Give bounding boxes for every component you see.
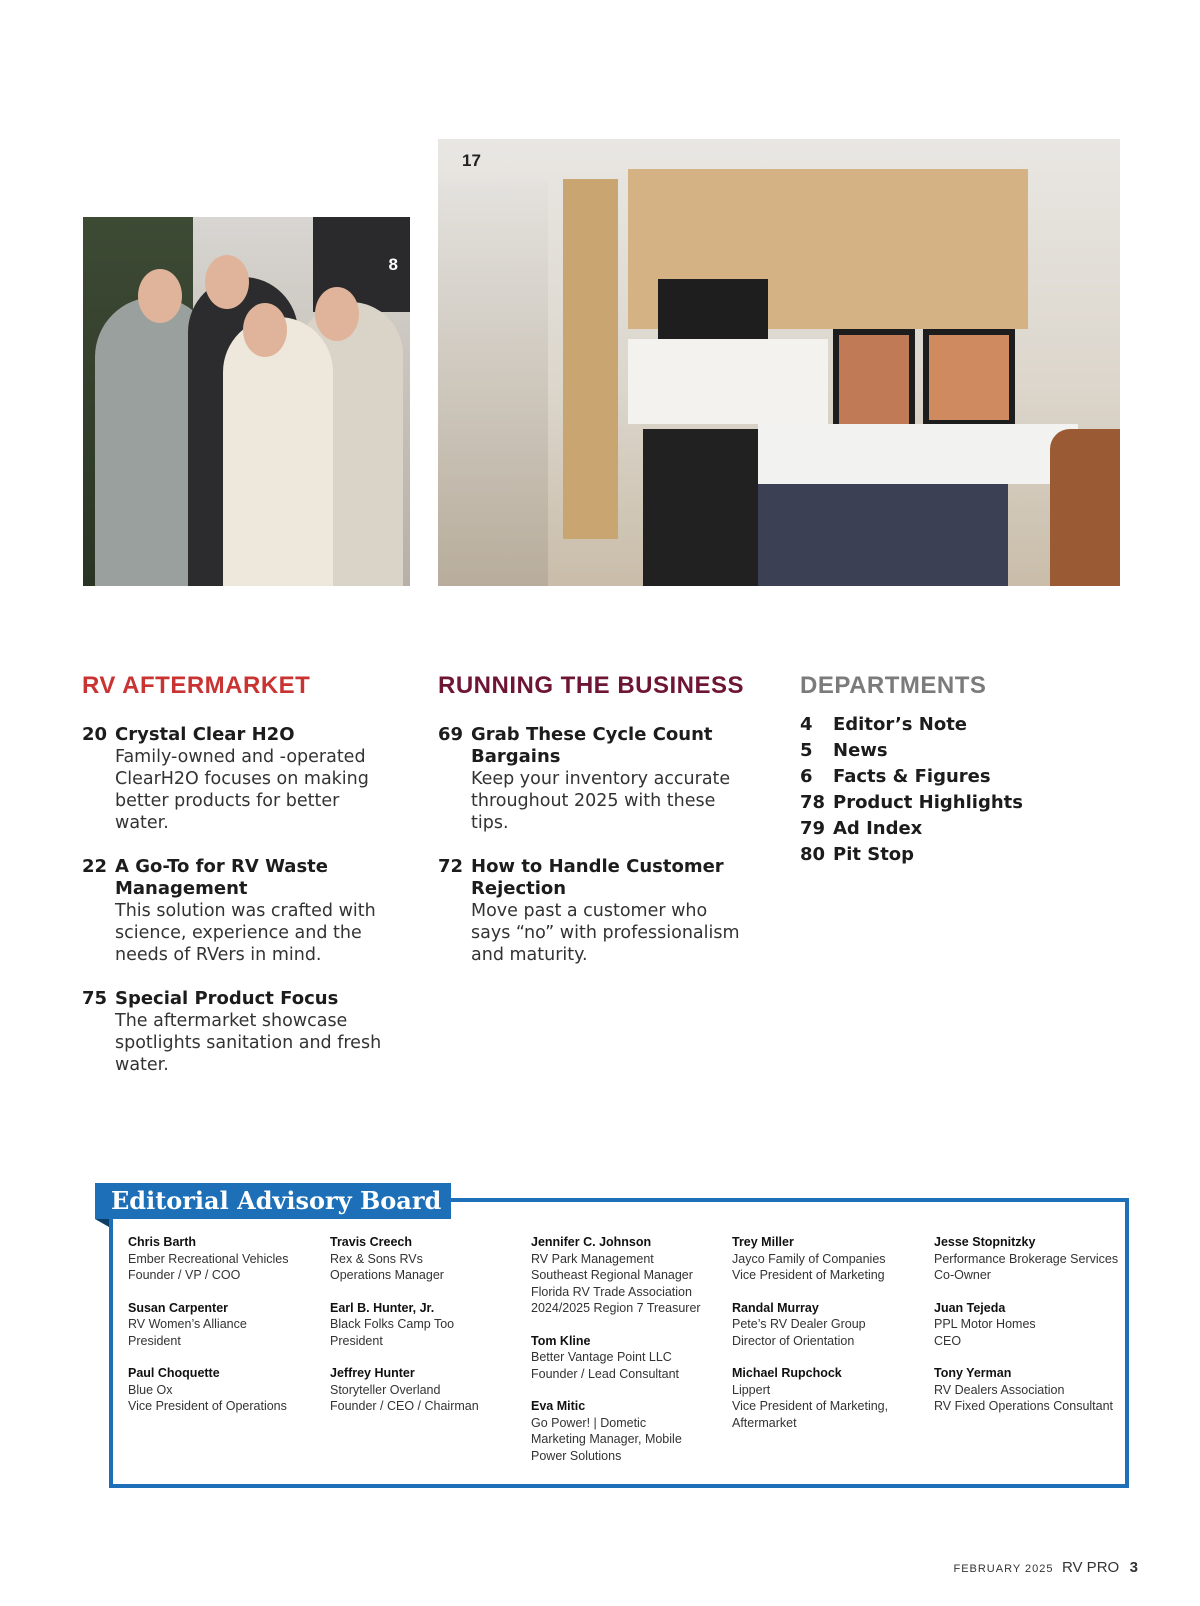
member-line: Aftermarket: [732, 1415, 797, 1430]
member-name: Travis Creech: [330, 1235, 412, 1249]
entry-title: How to Handle Customer Rejection: [471, 856, 724, 899]
section-title: RUNNING THE BUSINESS: [438, 672, 745, 699]
pantry-cabinet: [563, 179, 618, 539]
business-section: [438, 672, 748, 988]
member-line: Go Power! | Dometic: [531, 1415, 647, 1430]
toc-entry[interactable]: [800, 844, 1100, 866]
entry-title: Special Product Focus: [115, 988, 339, 1009]
member-line: Vice President of Operations: [128, 1399, 287, 1413]
toc-entry[interactable]: [800, 766, 1100, 788]
board-member: [330, 1234, 520, 1284]
departments-section: [800, 672, 1100, 870]
entry-page: 20: [82, 724, 108, 745]
entry-title: Grab These Cycle Count Bargains: [471, 724, 713, 767]
toc-entry[interactable]: [82, 724, 382, 834]
member-name: Randal Murray: [732, 1300, 819, 1315]
countertop: [758, 424, 1078, 484]
entry-title: Facts & Figures: [833, 766, 991, 787]
member-line: Vice President of Marketing,: [732, 1399, 889, 1413]
entry-desc: This solution was crafted with science, experience and the needs of RVers in mind.: [115, 901, 376, 965]
entry-title: Ad Index: [833, 818, 923, 839]
range: [643, 429, 758, 586]
board-member: [128, 1300, 318, 1350]
member-name: Jesse Stopnitzky: [934, 1235, 1036, 1249]
member-line: Ember Recreational Vehicles: [128, 1251, 289, 1266]
footer-issue-date: FEBRUARY 2025: [953, 1563, 1054, 1575]
board-member: [330, 1300, 520, 1350]
member-name: Trey Miller: [732, 1235, 794, 1249]
toc-entry[interactable]: [800, 740, 1100, 762]
entry-desc: Family-owned and -operated ClearH2O focuses on making better products for better water.: [115, 747, 369, 833]
footer-page-number: 3: [1129, 1559, 1138, 1576]
board-column: [531, 1234, 721, 1480]
member-name: Tony Yerman: [934, 1366, 1012, 1380]
member-line: RV Women’s Alliance: [128, 1317, 247, 1331]
member-line: Power Solutions: [531, 1448, 622, 1463]
member-line: Operations Manager: [330, 1268, 444, 1282]
entry-page: 5: [800, 740, 813, 761]
hallway: [438, 179, 548, 586]
entry-list: [438, 724, 748, 966]
member-line: Founder / Lead Consultant: [531, 1366, 680, 1381]
member-name: Jeffrey Hunter: [330, 1366, 415, 1380]
member-name: Paul Choquette: [128, 1366, 220, 1380]
entry-page: 78: [800, 792, 826, 813]
board-member: [934, 1365, 1124, 1415]
board-member: [330, 1365, 520, 1415]
entry-list: [82, 724, 382, 1076]
member-line: Director of Orientation: [732, 1333, 855, 1348]
toc-entry[interactable]: [800, 792, 1100, 814]
member-line: Florida RV Trade Association: [531, 1284, 692, 1299]
member-name: Tom Kline: [531, 1333, 591, 1348]
member-line: Jayco Family of Companies: [732, 1251, 886, 1266]
backsplash: [628, 339, 828, 424]
member-line: Vice President of Marketing: [732, 1268, 885, 1282]
member-line: PPL Motor Homes: [934, 1317, 1036, 1331]
member-line: Blue Ox: [128, 1382, 173, 1397]
member-line: RV Dealers Association: [934, 1382, 1065, 1397]
board-member: [934, 1234, 1124, 1284]
entry-desc: The aftermarket showcase spotlights sanitation and fresh water.: [115, 1011, 382, 1075]
kitchen-photo: [438, 139, 1120, 586]
board-member: [732, 1234, 922, 1284]
member-line: Marketing Manager, Mobile: [531, 1432, 682, 1446]
member-name: Juan Tejeda: [934, 1300, 1006, 1315]
window-1: [833, 329, 915, 431]
toc-entry[interactable]: [82, 988, 382, 1076]
member-line: Southeast Regional Manager: [531, 1268, 693, 1282]
member-line: RV Fixed Operations Consultant: [934, 1399, 1114, 1413]
entry-desc: Move past a customer who says “no” with professionalism and maturity.: [471, 901, 740, 965]
member-line: Better Vantage Point LLC: [531, 1350, 672, 1364]
board-member: [732, 1300, 922, 1350]
member-line: Pete’s RV Dealer Group: [732, 1317, 866, 1331]
sofa: [1050, 429, 1120, 586]
section-title: DEPARTMENTS: [800, 672, 987, 699]
member-line: Founder / CEO / Chairman: [330, 1399, 479, 1413]
photo-page-number: 17: [462, 151, 481, 170]
member-line: Black Folks Camp Too: [330, 1317, 455, 1331]
person-3: [223, 317, 333, 586]
member-name: Eva Mitic: [531, 1399, 586, 1413]
advisory-board-title: Editorial Advisory Board: [95, 1183, 451, 1219]
member-line: President: [128, 1333, 181, 1348]
entry-desc: Keep your inventory accurate throughout 2025 with these tips.: [471, 769, 731, 833]
board-column: [330, 1234, 520, 1431]
member-name: Earl B. Hunter, Jr.: [330, 1300, 435, 1315]
member-name: Susan Carpenter: [128, 1300, 229, 1315]
window-2: [923, 329, 1015, 426]
entry-title: A Go-To for RV Waste Management: [115, 856, 328, 899]
entry-list: [800, 714, 1100, 866]
entry-page: 22: [82, 856, 108, 877]
entry-title: Pit Stop: [833, 844, 915, 865]
board-column: [732, 1234, 922, 1447]
member-line: 2024/2025 Region 7 Treasurer: [531, 1301, 701, 1315]
member-line: RV Park Management: [531, 1251, 654, 1266]
member-line: Co-Owner: [934, 1268, 991, 1282]
board-member: [531, 1234, 721, 1317]
member-line: CEO: [934, 1333, 962, 1348]
section-title: RV AFTERMARKET: [82, 672, 311, 699]
member-line: Rex & Sons RVs: [330, 1251, 423, 1266]
toc-entry[interactable]: [800, 818, 1100, 840]
entry-page: 79: [800, 818, 826, 839]
footer-publication: RV PRO: [1061, 1559, 1120, 1576]
board-member: [128, 1234, 318, 1284]
board-column: [934, 1234, 1124, 1431]
entry-title: Crystal Clear H2O: [115, 724, 295, 745]
entry-page: 75: [82, 988, 108, 1009]
member-name: Chris Barth: [128, 1235, 197, 1249]
member-name: Jennifer C. Johnson: [531, 1235, 652, 1249]
entry-page: 80: [800, 844, 826, 865]
board-member: [934, 1300, 1124, 1350]
member-line: Founder / VP / COO: [128, 1268, 241, 1282]
entry-page: 6: [800, 766, 813, 787]
entry-title: Product Highlights: [833, 792, 1023, 813]
board-column: [128, 1234, 318, 1431]
member-name: Michael Rupchock: [732, 1366, 842, 1380]
family-photo: [83, 217, 410, 586]
board-member: [531, 1398, 721, 1464]
entry-page: 72: [438, 856, 464, 877]
entry-title: Editor’s Note: [833, 714, 968, 735]
board-member: [531, 1333, 721, 1383]
member-line: Lippert: [732, 1382, 771, 1397]
toc-entry[interactable]: [82, 856, 382, 966]
toc-entry[interactable]: [438, 724, 748, 834]
board-member: [732, 1365, 922, 1431]
photo-page-number: 8: [388, 255, 398, 274]
page-footer: [953, 1559, 1138, 1577]
member-line: President: [330, 1333, 383, 1348]
aftermarket-section: [82, 672, 382, 1098]
toc-entry[interactable]: [438, 856, 748, 966]
member-line: Performance Brokerage Services: [934, 1251, 1119, 1266]
member-line: Storyteller Overland: [330, 1382, 441, 1397]
entry-page: 4: [800, 714, 813, 735]
entry-title: News: [833, 740, 888, 761]
entry-page: 69: [438, 724, 464, 745]
board-member: [128, 1365, 318, 1415]
microwave: [658, 279, 768, 341]
toc-entry[interactable]: [800, 714, 1100, 736]
